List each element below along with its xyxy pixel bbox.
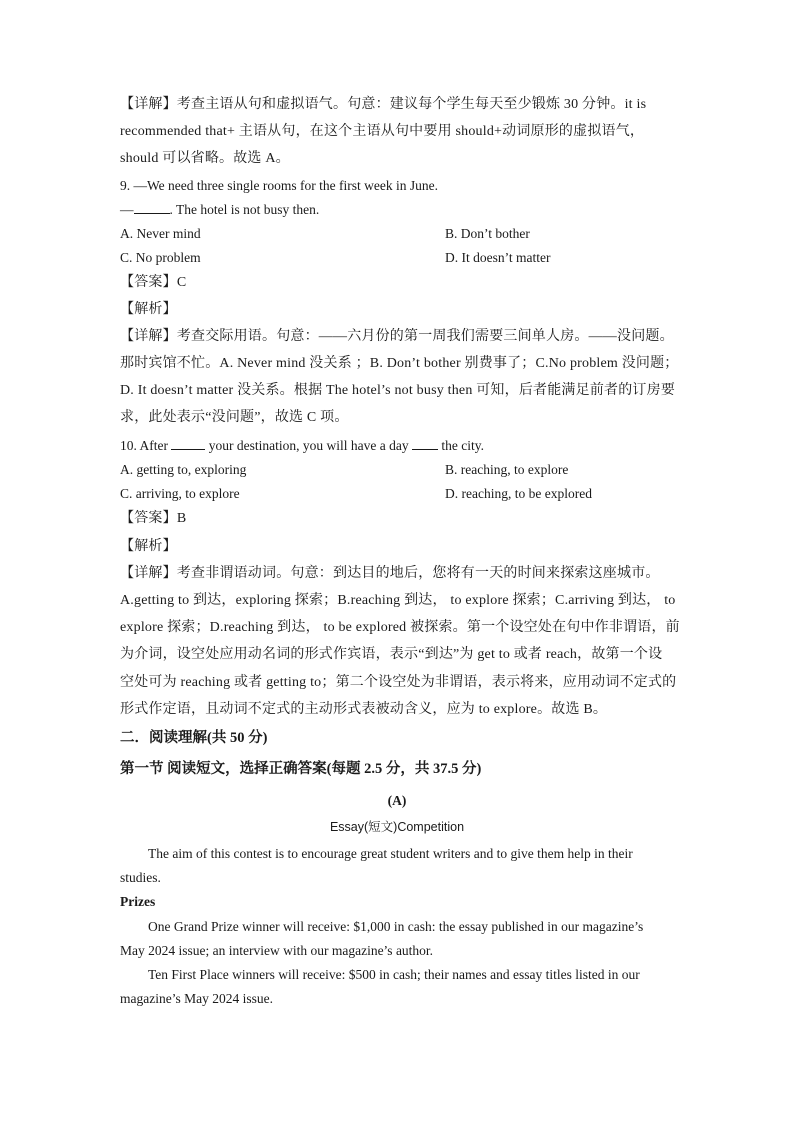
q9-option-b: B. Don’t bother (445, 226, 530, 241)
passage-label: (A) (387, 793, 407, 808)
section-heading: 二．阅读理解(共 50 分) (120, 730, 268, 746)
q10-detail-line-1: 【详解】考查非谓语动词。句意：到达目的地后，您将有一天的时间来探索这座城市。 (120, 566, 660, 581)
q9-option-c: C. No problem (120, 250, 201, 265)
q10-stem-part-1: 10. After (120, 438, 172, 453)
q9-option-d: D. It doesn’t matter (445, 250, 551, 265)
q8-detail-line-2: recommended that+ 主语从句，在这个主语从句中要用 should+动词原形的虚拟语气， (120, 124, 645, 139)
paragraph-1-line-1: The aim of this contest is to encourage great student writers and to give them help in their (148, 846, 633, 861)
paragraph-2-line-2: May 2024 issue; an interview with our magazine’s author. (120, 943, 434, 958)
answer-blank (412, 437, 438, 450)
q10-detail-line-2: A.getting to 到达，exploring 探索；B.reaching 到达， to explore 探索；C.arriving 到达， to (120, 593, 676, 608)
q9-detail-line-4: 求，此处表示“没问题”，故选 C 项。 (120, 410, 349, 425)
q10-detail-line-3: explore 探索；D.reaching 到达， to be explored 被探索。第一个设空处在句中作非谓语，前 (120, 620, 680, 635)
q10-detail-line-4: 为介词，设空处应用动名词的形式作宾语，表示“到达”为 get to 或者 reach，故第一个设 (120, 647, 663, 662)
q9-detail-line-2: 那时宾馆不忙。A. Never mind 没关系 ；B. Don’t bother 别费事了；C.No problem 没问题； (120, 356, 679, 371)
q9-answer (120, 274, 186, 292)
q9-detail-line-1: 【详解】考查交际用语。句意：——六月份的第一周我们需要三间单人房。——没问题。 (120, 329, 674, 344)
q9-stem-line-1: 9. —We need three single rooms for the first week in June. (120, 178, 438, 193)
q10-stem (120, 437, 484, 455)
passage-title: Essay(短文)Competition (329, 820, 465, 834)
q10-option-d: D. reaching, to be explored (445, 486, 592, 501)
q10-analysis-label: 【解析】 (120, 539, 177, 554)
answer-blank (171, 437, 205, 450)
q9-detail-line-3: D. It doesn’t matter 没关系。根据 The hotel’s not busy then 可知，后者能满足前者的订房要 (120, 383, 676, 398)
answer-label: 【答案】 (120, 511, 177, 526)
paragraph-1-line-2: studies. (120, 870, 161, 885)
q10-answer (120, 510, 186, 528)
q10-option-a: A. getting to, exploring (120, 462, 247, 477)
paragraph-3-line-1: Ten First Place winners will receive: $500 in cash; their names and essay titles listed in our (148, 967, 640, 982)
q9-stem-line-2 (120, 201, 319, 219)
answer-blank (134, 201, 170, 214)
q10-detail-line-6: 形式作定语，且动词不定式的主动形式表被动含义，应为 to explore。故选 B。 (120, 702, 608, 717)
q10-stem-part-3: the city. (437, 438, 484, 453)
q9-option-a: A. Never mind (120, 226, 201, 241)
q9-analysis-label: 【解析】 (120, 302, 177, 317)
paragraph-2-line-1: One Grand Prize winner will receive: $1,000 in cash: the essay published in our magazine’s (148, 919, 644, 934)
answer-value: B (176, 511, 187, 526)
q10-detail-line-5: 空处可为 reaching 或者 getting to；第二个设空处为非谓语，表示将来，应用动词不定式的 (120, 675, 677, 690)
q9-stem-dash: — (120, 202, 134, 217)
q9-stem-rest: . The hotel is not busy then. (169, 202, 320, 217)
q10-stem-part-2: your destination, you will have a day (205, 438, 412, 453)
q8-detail-line-1: 【详解】考查主语从句和虚拟语气。句意：建议每个学生每天至少锻炼 30 分钟。it is (120, 97, 647, 112)
prizes-heading: Prizes (120, 894, 156, 909)
q10-option-c: C. arriving, to explore (120, 486, 240, 501)
q8-detail-line-3: should 可以省略。故选 A。 (120, 151, 290, 166)
answer-value: C (176, 275, 187, 290)
paragraph-3-line-2: magazine’s May 2024 issue. (120, 991, 273, 1006)
part-heading: 第一节 阅读短文，选择正确答案(每题 2.5 分，共 37.5 分) (120, 761, 482, 777)
q10-option-b: B. reaching, to explore (445, 462, 569, 477)
answer-label: 【答案】 (120, 275, 177, 290)
